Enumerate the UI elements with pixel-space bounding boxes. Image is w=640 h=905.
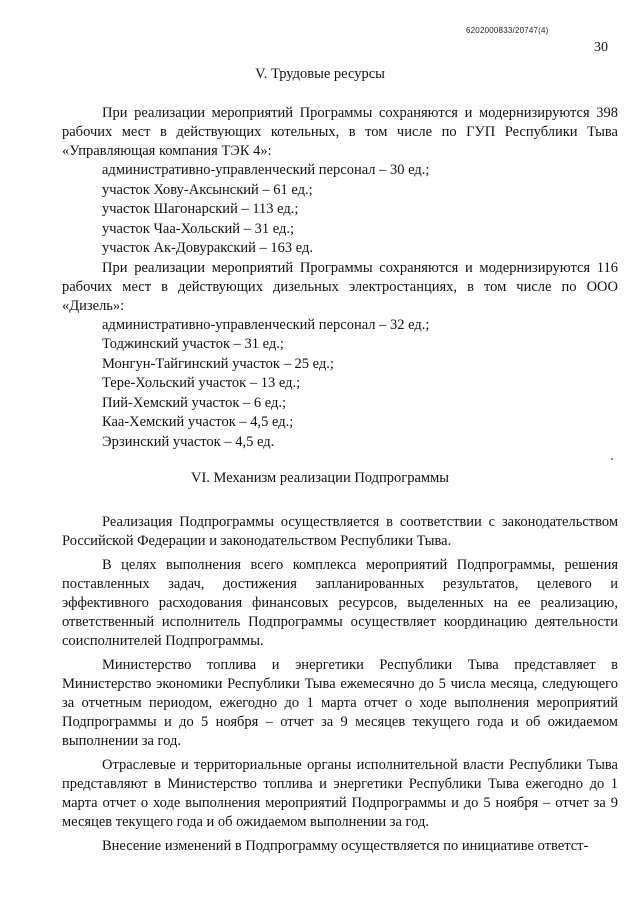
section-6-body — [62, 513, 618, 856]
list-item: административно-управленческий персонал – 30 ед.; — [102, 162, 430, 178]
list-item: административно-управленческий персонал – 32 ед.; — [102, 316, 430, 333]
list-item: участок Чаа-Хольский – 31 ед.; — [102, 220, 294, 237]
list-item: Монгун-Тайгинский участок – 25 ед.; — [102, 355, 334, 372]
staff-list-diesel — [62, 316, 618, 453]
paragraph: Министерство топлива и энергетики Республики Тыва представляет в Министерство экономики Республики Тыва ежемесячно до 5 числа месяца, следующего за отчетным периодом, ежегодно до 1 марта отчет о ходе выполнения мероприятий Подпрограммы и до 5 ноября – отчет за 9 месяцев текущего года и об ожидаемом выполнении за год. — [62, 657, 618, 749]
paragraph: Внесение изменений в Подпрограмму осуществляется по инициативе ответст- — [102, 838, 589, 854]
paragraph: Реализация Подпрограммы осуществляется в соответствии с законодательством Российской Федерации и законодательством Республики Тыва. — [62, 514, 618, 549]
staff-list-boilers — [62, 161, 618, 259]
list-item: Тере-Хольский участок – 13 ед.; — [102, 375, 301, 391]
document-id: 6202000833/20747(4) — [466, 26, 549, 35]
list-item: участок Ак-Довуракский – 163 ед. — [102, 240, 314, 256]
section-6-title: VI. Механизм реализации Подпрограммы — [191, 470, 449, 486]
page-number: 30 — [594, 40, 608, 55]
list-item: участок Хову-Аксынский – 61 ед.; — [102, 181, 313, 198]
scan-mark — [611, 458, 613, 460]
list-item: Каа-Хемский участок – 4,5 ед.; — [102, 414, 294, 430]
paragraph: Отраслевые и территориальные органы исполнительной власти Республики Тыва представляют в Министерство топлива и энергетики Республики Тыва ежегодно до 1 марта отчет о ходе выполнения мероприятий Подпрограммы и до 5 ноября – отчет за 9 месяцев текущего года и об ожидаемом выполнении за год. — [62, 757, 618, 830]
paragraph: При реализации мероприятий Программы сохраняются и модернизируются 398 рабочих мест в действующих котельных, в том числе по ГУП Республики Тыва «Управляющая компания ТЭК 4»: — [62, 105, 618, 159]
list-item: Эрзинский участок – 4,5 ед. — [102, 433, 275, 450]
paragraph: В целях выполнения всего комплекса мероприятий Подпрограммы, решения поставленных задач, достижения запланированных результатов, целевого и эффективного расходования финансовых ресурсов, выделенных на ее реализацию, ответственный исполнитель Подпрограммы осуществляет координацию деятельности соисполнителей Подпрограммы. — [62, 557, 618, 649]
section-5-title: V. Трудовые ресурсы — [255, 66, 385, 82]
list-item: Тоджинский участок – 31 ед.; — [102, 336, 284, 352]
paragraph: При реализации мероприятий Программы сохраняются и модернизируются 116 рабочих мест в действующих дизельных электростанциях, в том числе по ООО «Дизель»: — [62, 259, 618, 314]
list-item: участок Шагонарский – 113 ед.; — [102, 201, 299, 217]
section-5-body — [62, 104, 618, 452]
list-item: Пий-Хемский участок – 6 ед.; — [102, 394, 287, 411]
